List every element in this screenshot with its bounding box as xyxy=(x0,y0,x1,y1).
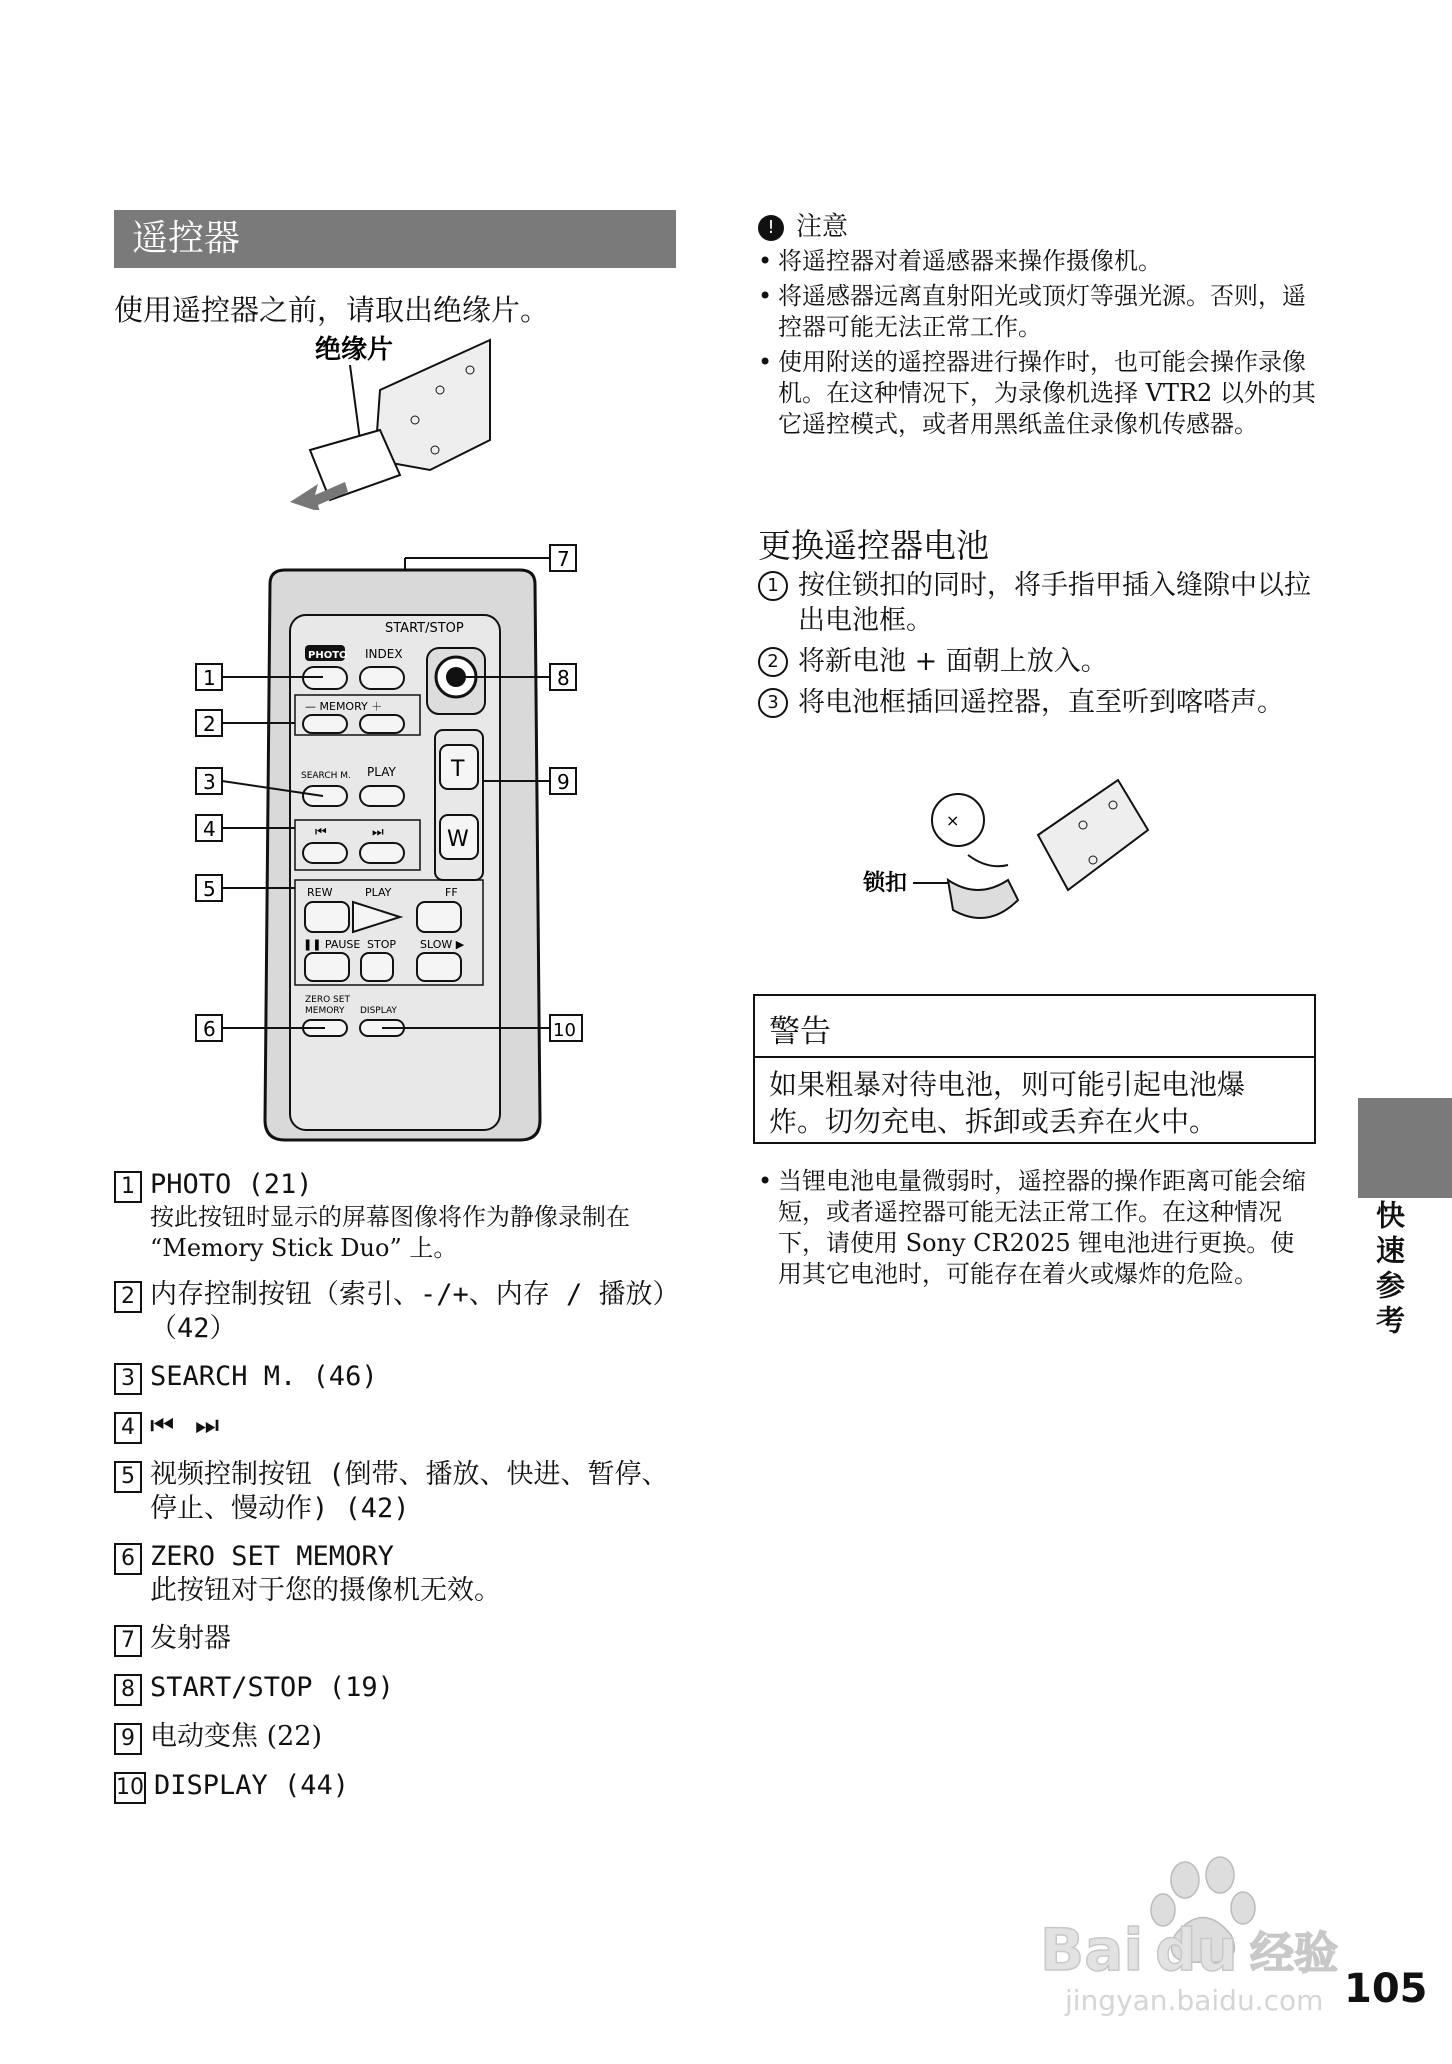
zero-set-memory-label: MEMORY xyxy=(305,1006,345,1016)
warning-text: 如果粗暴对待电池，则可能引起电池爆炸。切勿充电、拆卸或丢弃在火中。 xyxy=(769,1068,1246,1138)
memory-plus-button[interactable] xyxy=(360,715,404,733)
index-button[interactable] xyxy=(360,667,404,689)
insulation-sheet-figure xyxy=(290,330,520,510)
callout-6: 6 xyxy=(203,1017,216,1041)
legend-title: DISPLAY (44) xyxy=(154,1770,350,1801)
watermark-brand-du: du xyxy=(1155,1916,1238,1984)
legend-num: 5 xyxy=(114,1461,142,1493)
rew-label: REW xyxy=(307,886,333,899)
pause-button[interactable] xyxy=(305,953,349,981)
note-item: • 将遥控器对着遥感器来操作摄像机。 xyxy=(758,247,1162,275)
step-number: 1 xyxy=(758,571,788,601)
ff-button[interactable] xyxy=(417,902,461,932)
play-small-label: PLAY xyxy=(367,765,396,779)
callout-2: 2 xyxy=(203,712,216,736)
stop-label: STOP xyxy=(367,938,396,951)
callout-7: 7 xyxy=(557,547,570,571)
note-item: • 将遥感器远离直射阳光或顶灯等强光源。否则，遥控器可能无法正常工作。 xyxy=(758,281,1318,343)
legend-num: 10 xyxy=(114,1772,146,1804)
legend-item-1 xyxy=(114,1168,684,1264)
note-text: 使用附送的遥控器进行操作时，也可能会操作录像机。在这种情况下，为录像机选择 VTR2 以外的其它遥控模式，或者用黑纸盖住录像机传感器。 xyxy=(778,348,1316,438)
legend-title: ZERO SET MEMORY xyxy=(150,1541,394,1572)
legend-item-9 xyxy=(114,1720,684,1755)
next-button[interactable] xyxy=(360,843,404,863)
battery-step xyxy=(758,685,1318,720)
legend-title: 电动变焦 (22) xyxy=(150,1721,323,1752)
legend-title: PHOTO (21) xyxy=(150,1169,313,1200)
legend-title: 内存控制按钮（索引、-/+、内存 / 播放）（42） xyxy=(150,1279,680,1344)
memory-minus-button[interactable] xyxy=(303,715,347,733)
battery-steps xyxy=(758,568,1318,726)
note-text: 将遥控器对着遥感器来操作摄像机。 xyxy=(778,247,1162,275)
start-stop-label: START/STOP xyxy=(385,621,464,636)
intro-text: 使用遥控器之前，请取出绝缘片。 xyxy=(114,293,550,327)
callout-9: 9 xyxy=(557,770,570,794)
step-text: 按住锁扣的同时，将手指甲插入缝隙中以拉出电池框。 xyxy=(798,570,1311,636)
note-text: 将遥感器远离直射阳光或顶灯等强光源。否则，遥控器可能无法正常工作。 xyxy=(778,282,1306,341)
callout-5: 5 xyxy=(203,877,216,901)
memory-label: — MEMORY ＋ xyxy=(305,700,383,713)
zoom-w-label: W xyxy=(447,827,469,852)
legend-num: 1 xyxy=(114,1171,142,1203)
watermark-cn: 经验 xyxy=(1250,1928,1338,1979)
side-tab-marker xyxy=(1358,1098,1452,1198)
warning-divider xyxy=(755,1056,1314,1058)
legend-title: SEARCH M. (46) xyxy=(150,1361,378,1392)
index-label: INDEX xyxy=(365,647,403,661)
legend-title: 视频控制按钮 (倒带、播放、快进、暂停、停止、慢动作) (42) xyxy=(150,1459,669,1524)
svg-text:×: × xyxy=(946,811,960,830)
caution-icon: ! xyxy=(758,215,784,241)
search-m-button[interactable] xyxy=(303,786,347,806)
insulation-label: 绝缘片 xyxy=(315,335,394,365)
step-text: 将电池框插回遥控器，直至听到喀嗒声。 xyxy=(798,687,1284,718)
legend-num: 6 xyxy=(114,1543,142,1575)
prev-button[interactable] xyxy=(303,843,347,863)
lithium-note xyxy=(758,1166,1318,1294)
stop-button[interactable] xyxy=(361,953,393,981)
section-title: 遥控器 xyxy=(114,210,676,268)
display-label: DISPLAY xyxy=(360,1006,397,1016)
memory-play-button[interactable] xyxy=(360,786,404,806)
step-text: 将新电池 + 面朝上放入。 xyxy=(798,646,1108,677)
baidu-watermark xyxy=(1035,1850,1365,2020)
legend-num: 7 xyxy=(114,1625,142,1657)
notes-heading xyxy=(758,206,848,243)
note-item: • 使用附送的遥控器进行操作时，也可能会操作录像机。在这种情况下，为录像机选择 VTR2 以外的其它遥控模式，或者用黑纸盖住录像机传感器。 xyxy=(758,347,1318,440)
watermark-url: jingyan.baidu.com xyxy=(1065,1984,1324,2017)
step-number: 3 xyxy=(758,688,788,718)
note-item: • 当锂电池电量微弱时，遥控器的操作距离可能会缩短，或者遥控器可能无法正常工作。在这种情况下，请使用 Sony CR2025 锂电池进行更换。使用其它电池时，可能存在着火或爆炸的危险。 xyxy=(758,1166,1318,1290)
legend-item-5 xyxy=(114,1458,684,1526)
remote-diagram xyxy=(195,540,625,1145)
legend-title: START/STOP (19) xyxy=(150,1672,394,1703)
legend-title: 发射器 xyxy=(150,1623,231,1654)
notes-list xyxy=(758,246,1318,444)
callout-8: 8 xyxy=(557,666,570,690)
legend-desc: 按此按钮时显示的屏幕图像将作为静像录制在 “Memory Stick Duo” 上。 xyxy=(150,1203,630,1262)
battery-step xyxy=(758,644,1318,679)
legend-item-2 xyxy=(114,1278,684,1346)
legend-num: 4 xyxy=(114,1412,142,1444)
rew-button[interactable] xyxy=(305,902,349,932)
pause-label: ❚❚ PAUSE xyxy=(303,938,361,951)
skip-icons: ⏮ ⏭ xyxy=(150,1410,226,1441)
battery-section-title: 更换遥控器电池 xyxy=(758,526,989,565)
callout-4: 4 xyxy=(203,817,216,841)
zoom-t-label: T xyxy=(451,757,465,782)
warning-title: 警告 xyxy=(769,1014,831,1050)
battery-replacement-figure xyxy=(858,770,1158,970)
legend-item-4 xyxy=(114,1409,684,1444)
legend-item-3 xyxy=(114,1360,684,1395)
search-m-label: SEARCH M. xyxy=(301,771,351,781)
battery-step xyxy=(758,568,1318,638)
slow-button[interactable] xyxy=(417,953,461,981)
warning-box xyxy=(753,994,1316,1144)
slow-label: SLOW ▶ xyxy=(420,938,465,951)
notes-heading-text: 注意 xyxy=(796,212,849,242)
legend-item-8 xyxy=(114,1671,684,1706)
callout-10: 10 xyxy=(553,1020,576,1041)
step-number: 2 xyxy=(758,647,788,677)
watermark-brand: Bai xyxy=(1040,1916,1144,1984)
play-label: PLAY xyxy=(365,886,392,899)
legend-item-10 xyxy=(114,1769,684,1804)
ff-label: FF xyxy=(445,886,458,899)
photo-label: PHOTO xyxy=(308,650,348,661)
callout-1: 1 xyxy=(203,666,216,690)
legend-item-7 xyxy=(114,1622,684,1657)
side-tab-label: 快速参考 xyxy=(1372,1200,1406,1340)
callout-3: 3 xyxy=(203,770,216,794)
legend-num: 8 xyxy=(114,1674,142,1706)
note-text: 当锂电池电量微弱时，遥控器的操作距离可能会缩短，或者遥控器可能无法正常工作。在这种情况下，请使用 Sony CR2025 锂电池进行更换。使用其它电池时，可能存在着火或爆炸的危险。 xyxy=(778,1167,1306,1288)
legend-num: 3 xyxy=(114,1363,142,1395)
next-label: ⏭ xyxy=(372,825,384,840)
legend-num: 9 xyxy=(114,1723,142,1755)
legend-item-6 xyxy=(114,1540,684,1608)
legend-num: 2 xyxy=(114,1281,142,1313)
legend-desc: 此按钮对于您的摄像机无效。 xyxy=(150,1575,501,1606)
button-legend xyxy=(114,1168,684,1818)
page-number: 105 xyxy=(1344,1966,1428,2012)
lock-label: 锁扣 xyxy=(863,871,908,896)
zero-set-label: ZERO SET xyxy=(305,995,350,1005)
prev-label: ⏮ xyxy=(315,825,327,840)
